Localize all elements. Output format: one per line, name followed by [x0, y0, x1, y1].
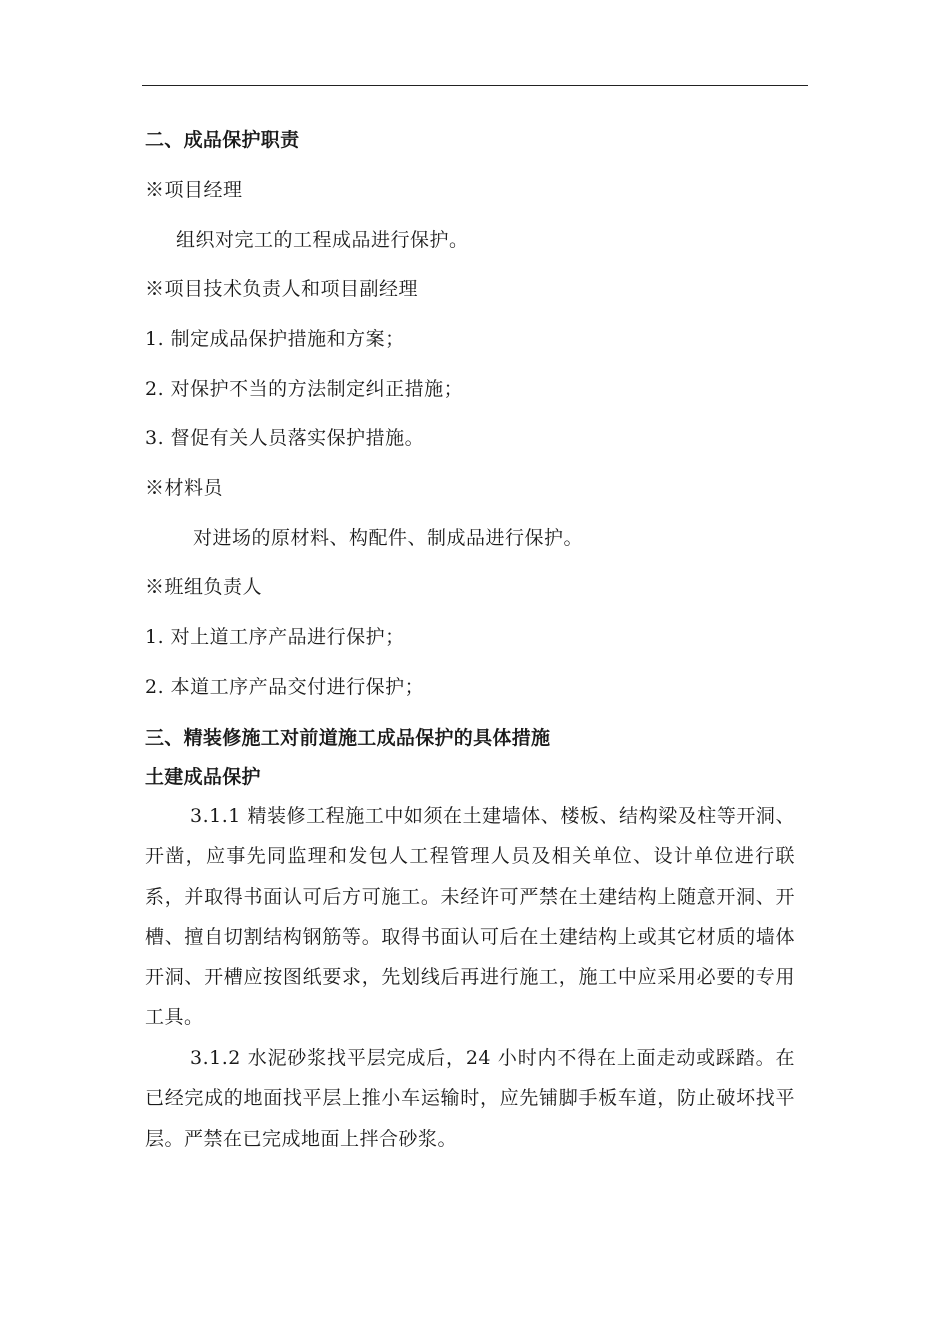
material-desc: 对进场的原材料、构配件、制成品进行保护。: [193, 527, 584, 549]
paragraph-3-1-2: 3.1.2 水泥砂浆找平层完成后，24 小时内不得在上面走动或踩踏。在已经完成的地面找平层上推小车运输时，应先铺脚手板车道，防止破坏找平层。严禁在已完成地面上拌合砂浆。: [145, 1047, 795, 1150]
team-item-2: 2. 本道工序产品交付进行保护；: [145, 676, 425, 698]
tech-item-2: 2. 对保护不当的方法制定纠正措施；: [145, 378, 464, 400]
team-item-1: 1. 对上道工序产品进行保护；: [145, 626, 405, 648]
team-title: ※班组负责人: [145, 576, 263, 598]
header-rule: [142, 85, 808, 86]
section2-heading: 二、成品保护职责: [145, 129, 300, 151]
pm-title: ※项目经理: [145, 179, 243, 201]
tech-item-1: 1. 制定成品保护措施和方案；: [145, 328, 405, 350]
material-title: ※材料员: [145, 477, 224, 499]
paragraph-3-1-1: 3.1.1 精装修工程施工中如须在土建墙体、楼板、结构梁及柱等开洞、开凿，应事先同监理和发包人工程管理人员及相关单位、设计单位进行联系，并取得书面认可后方可施工。未经许可严禁在土建结构上随意开洞、开槽、擅自切割结构钢筋等。取得书面认可后在土建结构上或其它材质的墙体开洞、开槽应按图纸要求，先划线后再进行施工，施工中应采用必要的专用工具。: [145, 805, 795, 1029]
section3-heading: 三、精装修施工对前道施工成品保护的具体措施: [145, 727, 551, 749]
tech-item-3: 3. 督促有关人员落实保护措施。: [145, 427, 425, 449]
section3-subheading: 土建成品保护: [145, 766, 261, 788]
tech-title: ※项目技术负责人和项目副经理: [145, 278, 419, 300]
pm-desc: 组织对完工的工程成品进行保护。: [176, 229, 469, 251]
